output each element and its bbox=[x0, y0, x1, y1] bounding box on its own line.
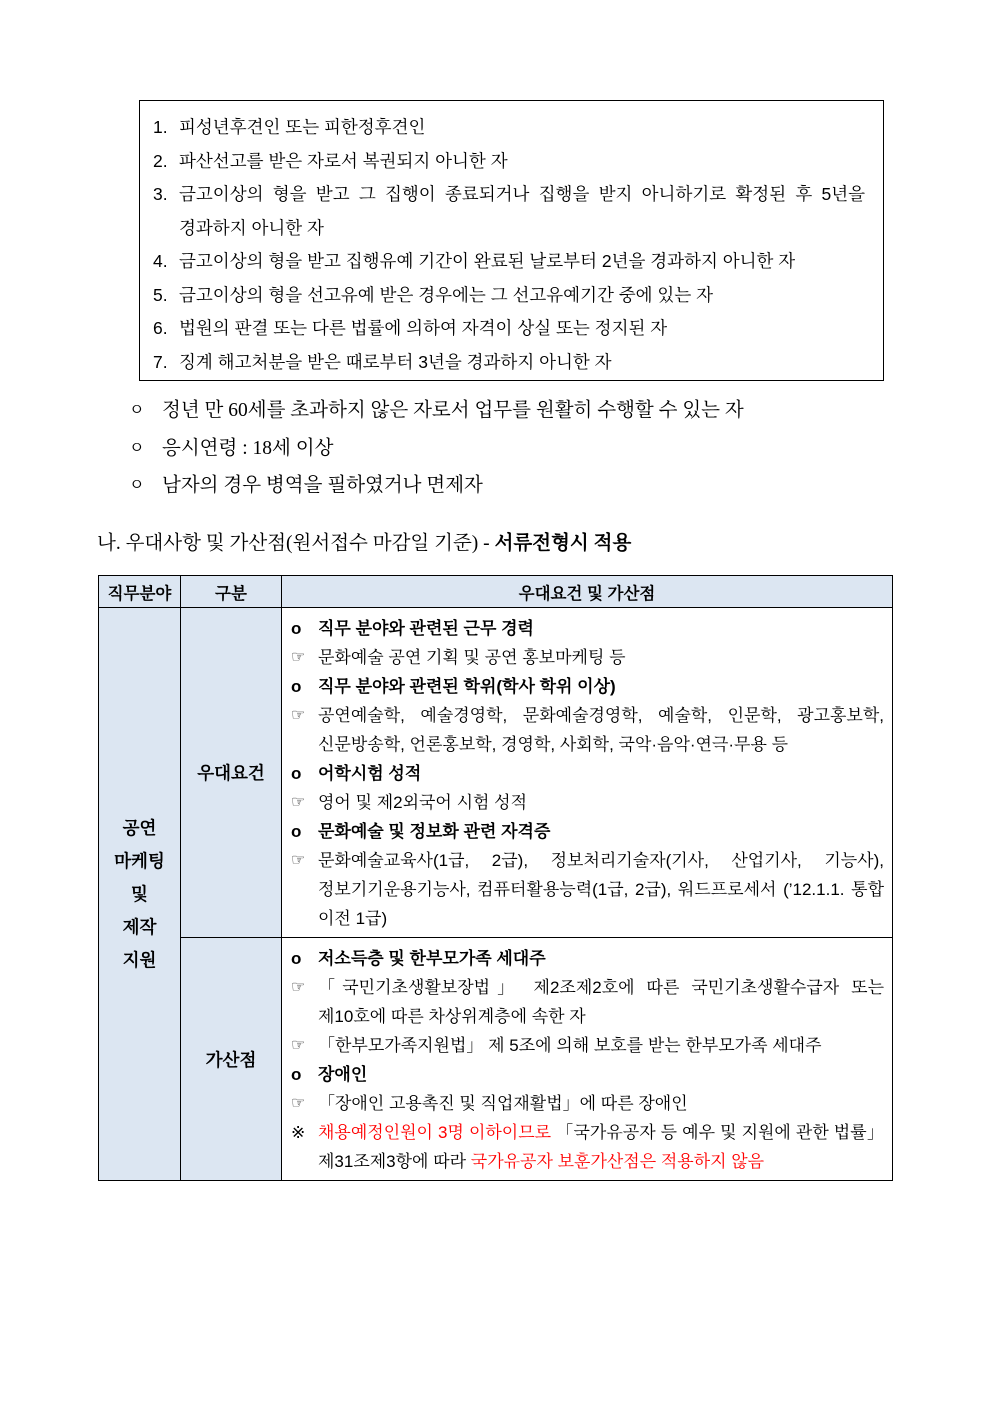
o-bullet-icon: o bbox=[291, 822, 302, 841]
o-bullet-icon: o bbox=[291, 1065, 302, 1084]
pointer-line bbox=[291, 1031, 884, 1060]
o-bullet-icon: o bbox=[291, 619, 302, 638]
pointing-hand-icon: ☞ bbox=[291, 649, 306, 666]
job-field-line: 제작 bbox=[122, 916, 157, 937]
line-text: 「국민기초생활보장법」 제2조제2호에 따른 국민기초생활수급자 또는 제10호에 따른 차상위계층에 속한 자 bbox=[318, 978, 884, 1026]
line-text: 직무 분야와 관련된 근무 경력 bbox=[318, 619, 534, 638]
job-field-line: 및 bbox=[131, 883, 148, 904]
list-item bbox=[153, 279, 865, 313]
table-header-row bbox=[99, 576, 893, 608]
condition-item bbox=[129, 392, 899, 430]
note-text bbox=[318, 1118, 884, 1176]
bullet-line bbox=[291, 672, 884, 701]
note-black-segment: 「국가유공자 등 예우 및 지원에 관한 법률」 제31조제3항에 따라 bbox=[318, 1123, 884, 1171]
bullet-line bbox=[291, 817, 884, 846]
row-label-preference: 우대요건 bbox=[181, 608, 282, 938]
pointer-line bbox=[291, 643, 884, 672]
section-heading-emphasis: 서류전형시 적용 bbox=[494, 533, 632, 554]
job-field-cell bbox=[99, 608, 181, 1181]
list-item bbox=[153, 245, 865, 279]
column-header-requirements: 우대요건 및 가산점 bbox=[282, 576, 893, 608]
preference-content-cell bbox=[282, 608, 893, 938]
item-text: 파산선고를 받은 자로서 복권되지 아니한 자 bbox=[179, 150, 508, 171]
pointer-line bbox=[291, 846, 884, 933]
column-header-category: 구분 bbox=[181, 576, 282, 608]
preference-table bbox=[98, 575, 893, 1181]
circle-bullet-icon: ㅇ bbox=[129, 439, 145, 457]
line-text: 영어 및 제2외국어 시험 성적 bbox=[318, 793, 527, 812]
item-text: 금고이상의 형을 받고 그 집행이 종료되거나 집행을 받지 아니하기로 확정된 후 5년을 경과하지 아니한 자 bbox=[179, 184, 865, 238]
job-field-line: 지원 bbox=[122, 949, 157, 970]
item-number: 5. bbox=[153, 284, 168, 305]
bullet-line bbox=[291, 1060, 884, 1089]
pointing-hand-icon: ☞ bbox=[291, 794, 306, 811]
o-bullet-icon: o bbox=[291, 677, 302, 696]
line-text: 문화예술교육사(1급, 2급), 정보처리기술자(기사, 산업기사, 기능사), 정보기기운용기능사, 컴퓨터활용능력(1급, 2급), 워드프로세서 (’12.1.1. 통합 이전 1급) bbox=[318, 851, 884, 928]
bullet-line bbox=[291, 759, 884, 788]
o-bullet-icon: o bbox=[291, 949, 302, 968]
item-number: 6. bbox=[153, 318, 168, 338]
item-number: 3. bbox=[153, 184, 168, 204]
disqualification-box bbox=[139, 100, 884, 381]
note-red-segment: 국가유공자 보훈가산점은 적용하지 않음 bbox=[470, 1152, 765, 1171]
item-number: 4. bbox=[153, 251, 168, 271]
table-row bbox=[99, 608, 893, 938]
pointing-hand-icon: ☞ bbox=[291, 707, 306, 724]
condition-text: 남자의 경우 병역을 필하였거나 면제자 bbox=[162, 475, 483, 496]
condition-text: 응시연령 : 18세 이상 bbox=[162, 437, 334, 459]
list-item bbox=[153, 111, 865, 145]
job-field-line: 공연 bbox=[122, 817, 157, 838]
item-number: 1. bbox=[153, 117, 168, 137]
pointer-line bbox=[291, 788, 884, 817]
bullet-line bbox=[291, 944, 884, 973]
item-text: 피성년후견인 또는 피한정후견인 bbox=[179, 117, 426, 137]
line-text: 저소득층 및 한부모가족 세대주 bbox=[318, 949, 546, 968]
section-heading bbox=[97, 527, 897, 555]
pointing-hand-icon: ☞ bbox=[291, 852, 306, 869]
circle-bullet-icon: ㅇ bbox=[129, 477, 145, 494]
o-bullet-icon: o bbox=[291, 764, 302, 783]
line-text: 공연예술학, 예술경영학, 문화예술경영학, 예술학, 인문학, 광고홍보학, 신문방송학, 언론홍보학, 경영학, 사회학, 국악·음악·연극·무용 등 bbox=[318, 706, 884, 754]
job-field-line: 마케팅 bbox=[114, 850, 165, 871]
circle-bullet-icon: ㅇ bbox=[129, 402, 145, 419]
condition-item bbox=[129, 430, 899, 468]
line-text: 장애인 bbox=[318, 1065, 368, 1084]
line-text: 문화예술 공연 기획 및 공연 홍보마케팅 등 bbox=[318, 648, 626, 667]
preference-table-wrap bbox=[98, 575, 893, 1181]
line-text: 「한부모가족지원법」 제 5조에 의해 보호를 받는 한부모가족 세대주 bbox=[318, 1036, 822, 1055]
list-item bbox=[153, 178, 865, 245]
line-text: 「장애인 고용촉진 및 직업재활법」에 따른 장애인 bbox=[318, 1094, 688, 1113]
condition-text: 정년 만 60세를 초과하지 않은 자로서 업무를 원활히 수행할 수 있는 자 bbox=[162, 400, 744, 421]
note-red-segment: 채용예정인원이 3명 이하이므로 bbox=[318, 1123, 557, 1142]
table-row bbox=[99, 938, 893, 1181]
bonus-content-cell bbox=[282, 938, 893, 1181]
line-text: 문화예술 및 정보화 관련 자격증 bbox=[318, 822, 551, 841]
item-text: 법원의 판결 또는 다른 법률에 의하여 자격이 상실 또는 정지된 자 bbox=[179, 318, 668, 338]
column-header-job-field: 직무분야 bbox=[99, 576, 181, 608]
line-text: 어학시험 성적 bbox=[318, 764, 422, 783]
list-item bbox=[153, 312, 865, 346]
pointer-line bbox=[291, 1089, 884, 1118]
bullet-line bbox=[291, 614, 884, 643]
line-text: 직무 분야와 관련된 학위(학사 학위 이상) bbox=[318, 677, 616, 696]
item-number: 7. bbox=[153, 351, 168, 372]
pointing-hand-icon: ☞ bbox=[291, 1095, 306, 1112]
pointer-line bbox=[291, 701, 884, 759]
item-text: 금고이상의 형을 선고유예 받은 경우에는 그 선고유예기간 중에 있는 자 bbox=[179, 284, 714, 305]
pointer-line bbox=[291, 973, 884, 1031]
row-label-bonus: 가산점 bbox=[181, 938, 282, 1181]
reference-mark-icon: ※ bbox=[291, 1123, 306, 1142]
list-item bbox=[153, 145, 865, 179]
pointing-hand-icon: ☞ bbox=[291, 979, 306, 996]
item-text: 징계 해고처분을 받은 때로부터 3년을 경과하지 아니한 자 bbox=[179, 351, 612, 372]
conditions-list bbox=[129, 392, 899, 505]
list-item bbox=[153, 346, 865, 380]
condition-item bbox=[129, 467, 899, 505]
item-text: 금고이상의 형을 받고 집행유예 기간이 완료된 날로부터 2년을 경과하지 아니한 자 bbox=[179, 251, 796, 271]
pointing-hand-icon: ☞ bbox=[291, 1037, 306, 1054]
section-heading-text: 나. 우대사항 및 가산점(원서접수 마감일 기준) - bbox=[97, 533, 495, 554]
item-number: 2. bbox=[153, 150, 168, 171]
note-line bbox=[291, 1118, 884, 1176]
